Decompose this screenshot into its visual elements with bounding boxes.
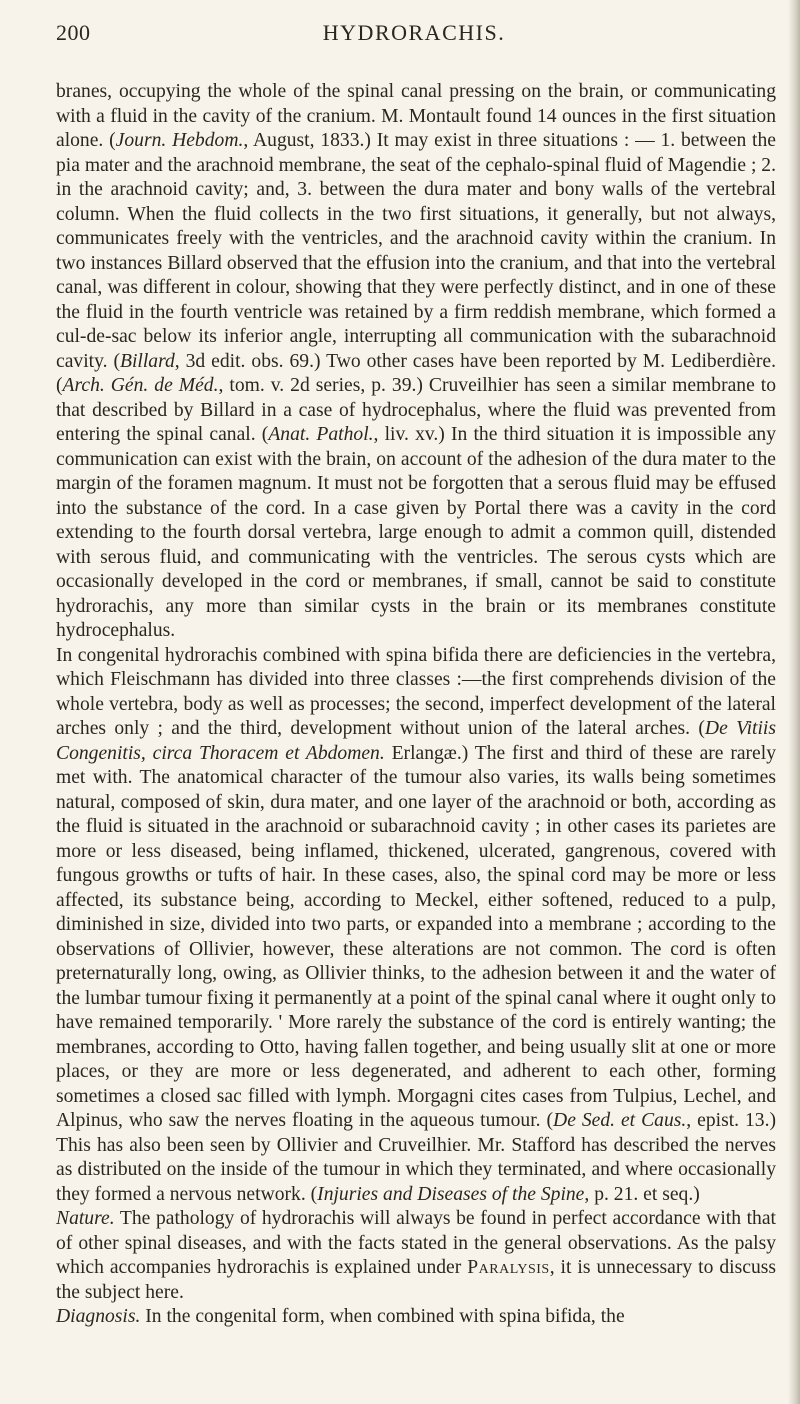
paragraph-1: [56, 80, 776, 644]
text-run: The pathology of hydrorachis will always be found in perfect accordance with that of other spinal diseases, and with the facts stated in the general observations. As the palsy which accompanies hydrorachis is explained under: [56, 1208, 776, 1278]
italic-text: Arch. Gén. de Méd.: [62, 375, 219, 396]
italic-text: De Vitiis Congenitis, circa Thoracem et Abdomen.: [56, 718, 776, 764]
running-title: HYDRORACHIS.: [322, 20, 506, 45]
text-run: , liv. xv.) In the third situation it is impossible any communication can exist with the brain, on account of the adhesion of the dura mater to the margin of the foramen magnum. It must not be forgotten that a serous fluid may be effused into the substance of the cord. In a case given by Portal there was a cavity in the cord extending to the fourth dorsal vertebra, large enough to admit a common quill, distended with serous fluid, and communicating with the ventricles. The serous cysts which are occasionally developed in the cord or membranes, if small, cannot be said to constitute hydrorachis, any more than similar cysts in the brain or its membranes constitute hydrocephalus.: [56, 424, 776, 641]
text-run: Erlangæ.) The first and third of these are rarely met with. The anatomical character of the tumour also varies, its walls being sometimes natural, composed of skin, dura mater, and one layer of the arachnoid or both, according as the fluid is situated in the arachnoid or subarachnoid cavity ; in other cases its parietes are more or less diseased, being inflamed, thickened, ulcerated, gangrenous, covered with fungous growths or tufts of hair. In these cases, also, the spinal cord may be more or less affected, its substance being, according to Meckel, either softened, reduced to a pulp, diminished in size, divided into two parts, or expanded into a membrane ; according to the observations of Ollivier, however, these alterations are not common. The cord is often preternaturally long, owing, as Ollivier thinks, to the adhesion between it and the water of the lumbar tumour fixing it permanently at a point of the spinal canal where it ought only to have remained temporarily. ' More rarely the substance of the cord is entirely wanting; the membranes, according to Otto, having fallen together, and being usually slit at one or more places, or they are more or less degenerated, and adherent to each other, forming sometimes a closed sac filled with lymph. Morgagni cites cases from Tulpius, Lechel, and Alpinus, who saw the nerves floating in the aqueous tumour. (: [56, 742, 776, 1131]
italic-text: Anat. Pathol.: [268, 424, 374, 445]
paragraph-2: [56, 644, 776, 1208]
text-run: , p. 21. et seq.): [584, 1183, 700, 1205]
italic-text: Journ. Hebdom.: [115, 130, 244, 151]
small-caps-text: Paralysis: [467, 1257, 550, 1278]
page-edge-shadow: [788, 0, 800, 1404]
italic-text: Billard: [119, 350, 175, 372]
text-run: In the congenital form, when combined with spina bifida, the: [140, 1306, 625, 1327]
body-text: [56, 80, 776, 1330]
page-header: [56, 20, 772, 54]
paragraph-3: [56, 1207, 776, 1305]
text-run: branes, occupying the whole of the spinal canal pressing on the brain, or communicating with a fluid in the cavity of the cranium. M. Montault found 14 ounces in the first situation alone. (: [56, 81, 776, 151]
italic-text: Nature.: [56, 1208, 115, 1229]
text-run: , epist. 13.) This has also been seen by Ollivier and Cruveilhier. Mr. Stafford has described the nerves as distributed on the inside of the tumour in which they terminated, and where occasionally they formed a nervous network. (: [56, 1110, 777, 1205]
page-number: 200: [56, 20, 91, 45]
text-run: , August, 1833.) It may exist in three situations : — 1. between the pia mater and the arachnoid membrane, the seat of the cephalo-spinal fluid of Magendie ; 2. in the arachnoid cavity; and, 3. between the dura mater and bony walls of the vertebral column. When the fluid collects in the two first situations, it generally, but not always, communicates freely with the ventricles, and the arachnoid cavity within the cranium. In two instances Billard observed that the effusion into the cranium, and that into the vertebral canal, was different in colour, showing that they were perfectly distinct, and in one of these the fluid in the fourth ventricle was retained by a firm reddish membrane, which formed a cul-de-sac below its inferior angle, interrupting all communication with the subarachnoid cavity. (: [56, 130, 776, 372]
text-run: , it is unnecessary to discuss the subject here.: [56, 1257, 776, 1303]
text-run: , tom. v. 2d series, p. 39.) Cruveilhier has seen a similar membrane to that described by Billard in a case of hydrocephalus, where the fluid was prevented from entering the spinal canal. (: [56, 375, 777, 445]
text-run: , 3d edit. obs. 69.) Two other cases have been reported by M. Lediberdière. (: [56, 350, 776, 396]
italic-text: Diagnosis.: [56, 1306, 141, 1327]
text-run: In congenital hydrorachis combined with spina bifida there are deficiencies in the vertebra, which Fleischmann has divided into three classes :—the first comprehends division of the whole vertebra, body as well as processes; the second, imperfect development of the lateral arches only ; and the third, development without union of the lateral arches. (: [56, 644, 776, 739]
italic-text: Injuries and Diseases of the Spine: [317, 1183, 585, 1205]
paragraph-4: [56, 1305, 776, 1330]
italic-text: De Sed. et Caus.: [553, 1110, 687, 1131]
